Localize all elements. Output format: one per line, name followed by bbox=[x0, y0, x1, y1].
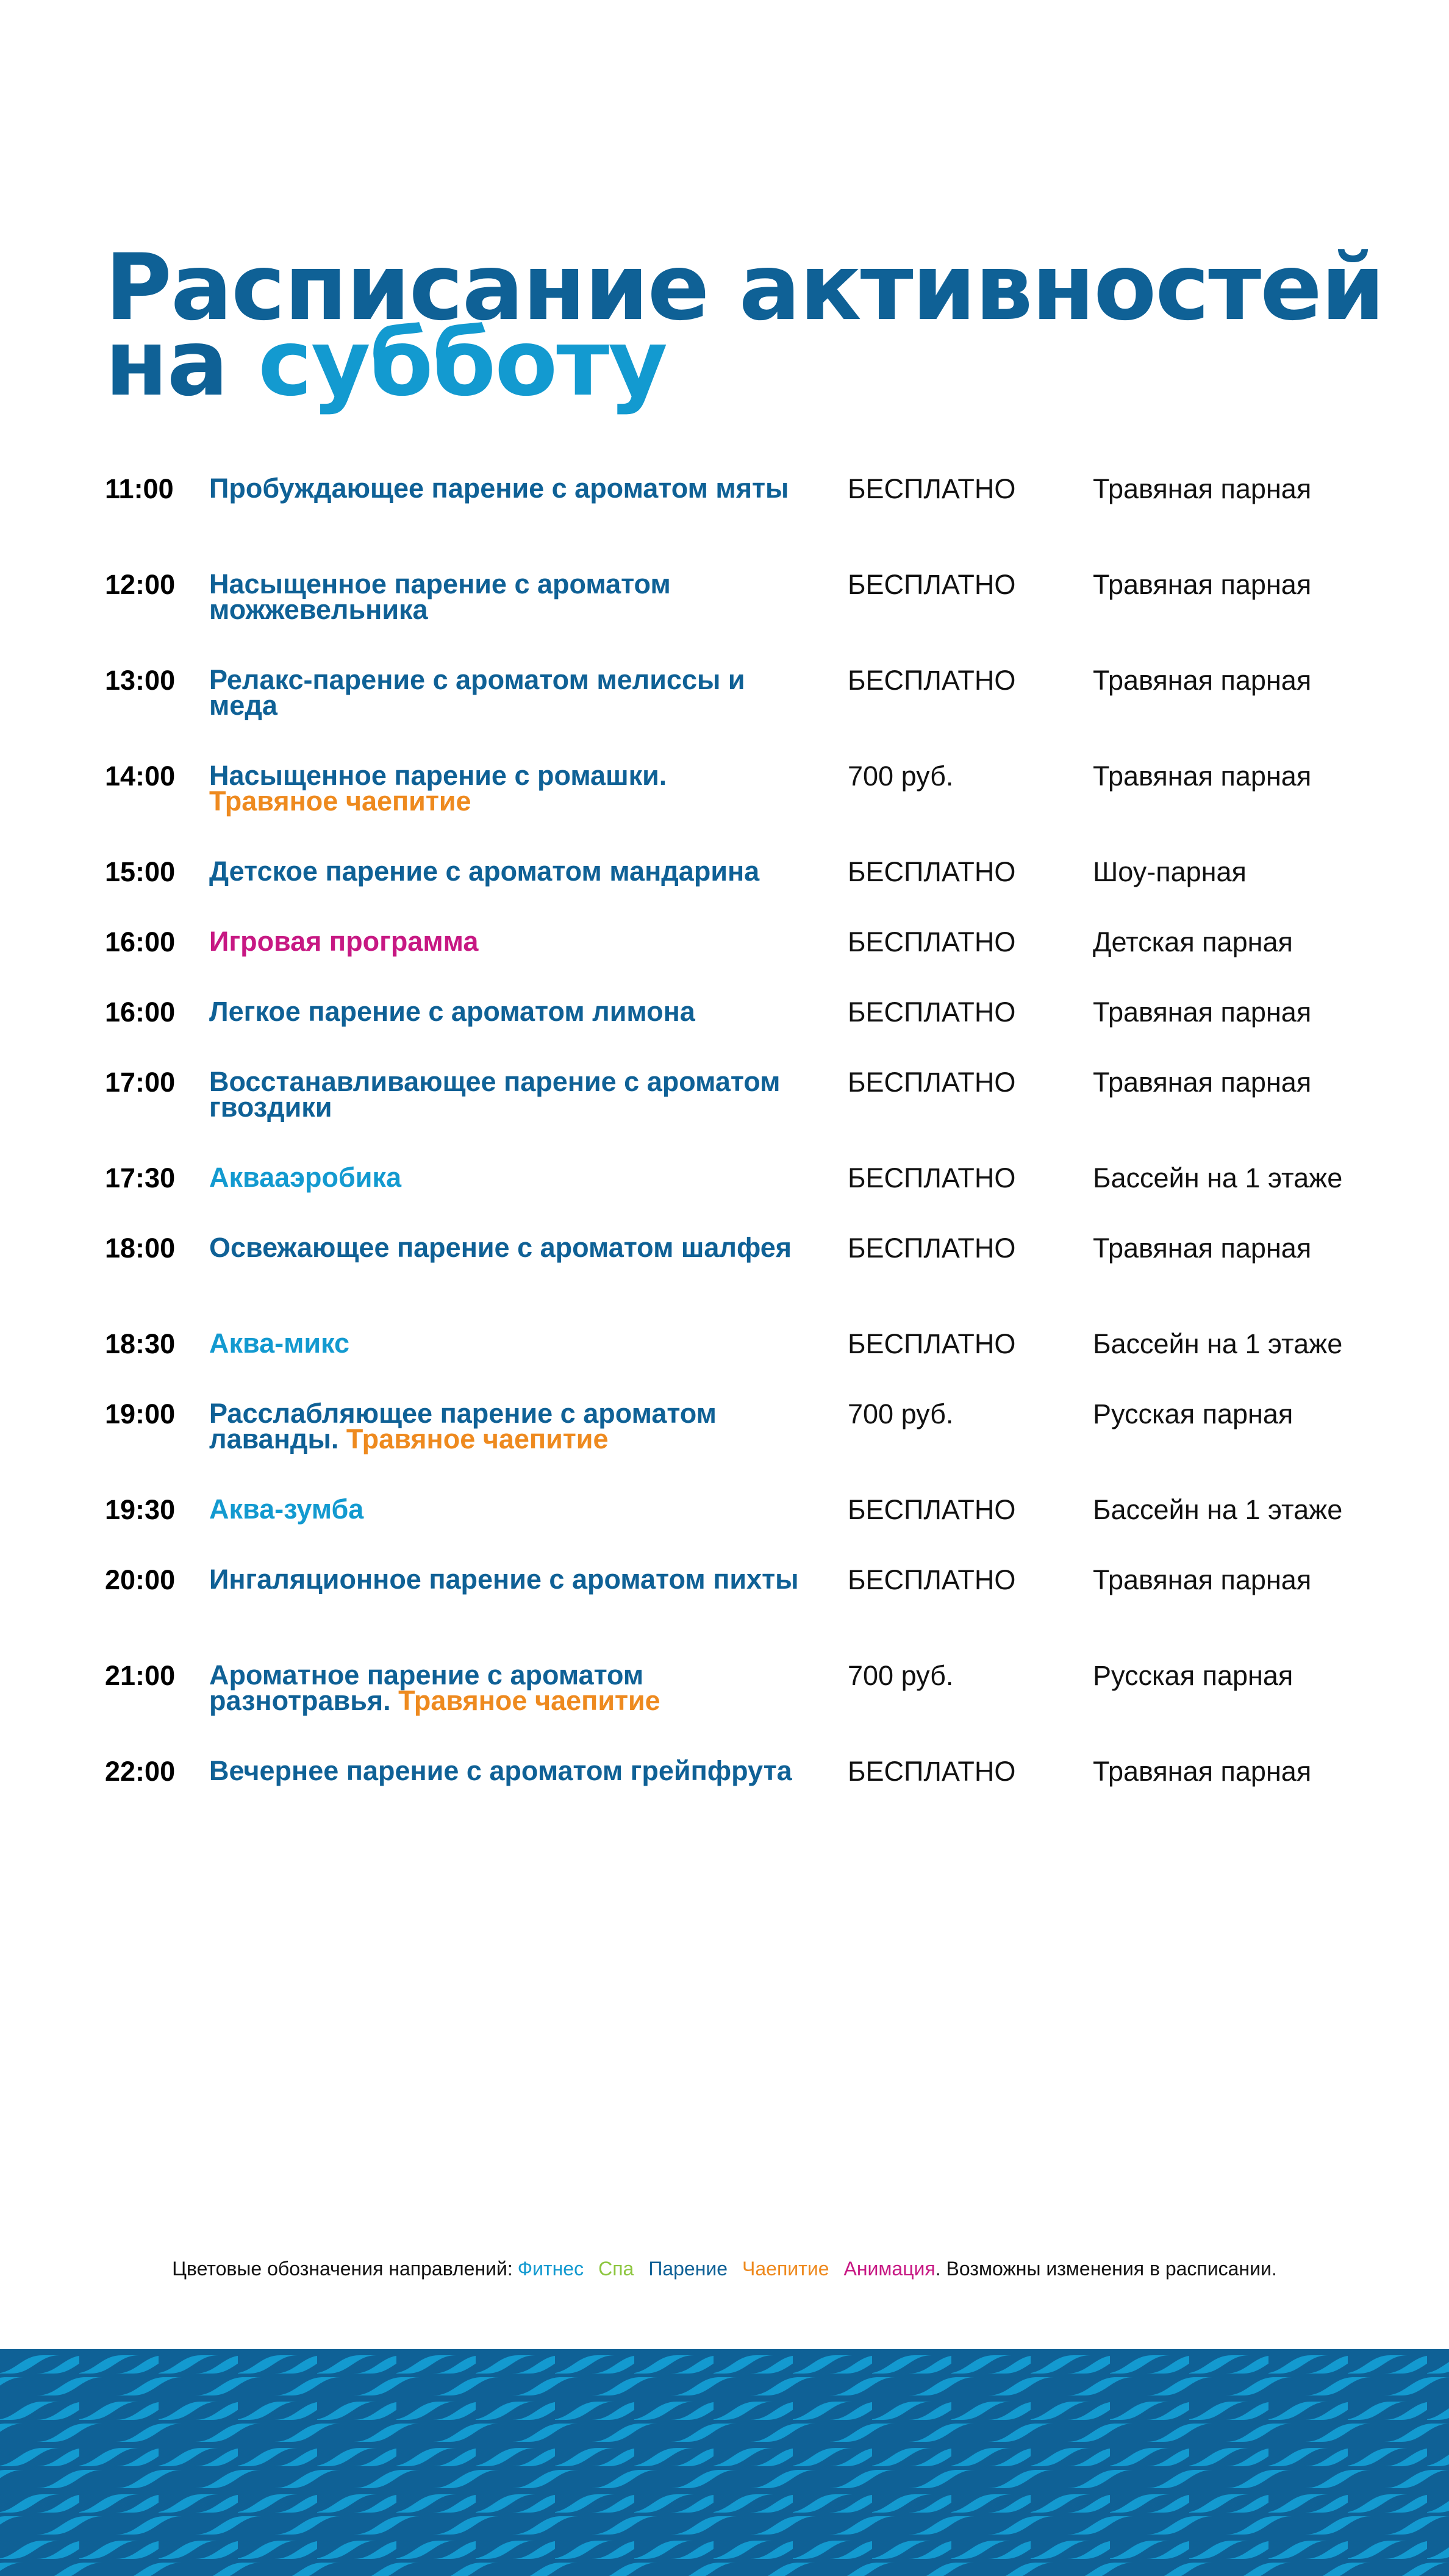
activity-time: 19:30 bbox=[105, 1494, 176, 1525]
activity-time: 13:00 bbox=[105, 665, 176, 696]
activity-title bbox=[209, 996, 819, 1027]
activity-name: Восстанавливающее парение с ароматом гвоздики bbox=[209, 1066, 781, 1123]
activity-name: Освежающее парение с ароматом шалфея bbox=[209, 1232, 792, 1263]
activity-name: Детское парение с ароматом мандарина bbox=[209, 856, 760, 887]
activity-time: 15:00 bbox=[105, 856, 176, 887]
activity-location: Бассейн на 1 этаже bbox=[1093, 1328, 1343, 1359]
activity-location: Травяная парная bbox=[1093, 473, 1312, 504]
activity-price: БЕСПЛАТНО bbox=[848, 1328, 1016, 1359]
activity-price: БЕСПЛАТНО bbox=[848, 1162, 1016, 1193]
activity-time: 21:00 bbox=[105, 1660, 176, 1691]
activity-name: Аквааэробика bbox=[209, 1162, 401, 1193]
activity-title bbox=[209, 1232, 819, 1263]
activity-time: 18:30 bbox=[105, 1328, 176, 1359]
activity-location: Бассейн на 1 этаже bbox=[1093, 1162, 1343, 1193]
activity-price: 700 руб. bbox=[848, 1660, 954, 1691]
activity-location: Травяная парная bbox=[1093, 569, 1312, 600]
legend-fitness: Фитнес bbox=[517, 2258, 584, 2280]
activity-title bbox=[209, 1066, 819, 1123]
activity-name: Релакс-парение с ароматом мелиссы и меда bbox=[209, 664, 745, 721]
activity-price: БЕСПЛАТНО bbox=[848, 856, 1016, 887]
activity-time: 12:00 bbox=[105, 569, 176, 600]
legend-prefix: Цветовые обозначения направлений: bbox=[172, 2258, 513, 2280]
activity-time: 20:00 bbox=[105, 1564, 176, 1595]
title-line-1: Расписание активностей bbox=[105, 235, 1384, 341]
activity-price: 700 руб. bbox=[848, 760, 954, 792]
title-prefix: на bbox=[105, 310, 259, 417]
activity-title bbox=[209, 473, 819, 504]
activity-title bbox=[209, 1328, 819, 1359]
activity-price: БЕСПЛАТНО bbox=[848, 1233, 1016, 1264]
legend-tea: Чаепитие bbox=[742, 2258, 829, 2280]
activity-price: БЕСПЛАТНО bbox=[848, 1067, 1016, 1098]
activity-name: Пробуждающее парение с ароматом мяты bbox=[209, 473, 789, 504]
activity-name: Ароматное парение с ароматом разнотравья. bbox=[209, 1659, 644, 1716]
activity-time: 14:00 bbox=[105, 760, 176, 792]
activity-location: Травяная парная bbox=[1093, 760, 1312, 792]
activity-location: Травяная парная bbox=[1093, 1564, 1312, 1595]
activity-location: Травяная парная bbox=[1093, 665, 1312, 696]
activity-name: Насыщенное парение с ароматом можжевельника bbox=[209, 568, 671, 625]
legend-suffix: . Возможны изменения в расписании. bbox=[935, 2258, 1277, 2280]
activity-title bbox=[209, 926, 819, 957]
activity-name: Насыщенное парение с ромашки. bbox=[209, 760, 667, 791]
activity-location: Травяная парная bbox=[1093, 1756, 1312, 1787]
activity-title bbox=[209, 568, 819, 625]
activity-name: Ингаляционное парение с ароматом пихты bbox=[209, 1564, 799, 1595]
legend-animation: Анимация bbox=[843, 2258, 936, 2280]
activity-title bbox=[209, 760, 819, 817]
activity-price: БЕСПЛАТНО bbox=[848, 996, 1016, 1028]
activity-name: Вечернее парение с ароматом грейпфрута bbox=[209, 1755, 792, 1786]
activity-title bbox=[209, 1162, 819, 1193]
activity-time: 11:00 bbox=[105, 473, 174, 504]
activity-title bbox=[209, 664, 819, 721]
activity-name: Аква-микс bbox=[209, 1328, 350, 1359]
activity-location: Русская парная bbox=[1093, 1398, 1293, 1429]
legend-spa: Спа bbox=[598, 2258, 634, 2280]
activity-price: БЕСПЛАТНО bbox=[848, 1564, 1016, 1595]
activity-time: 19:00 bbox=[105, 1398, 176, 1429]
activity-tea-note: Травяное чаепитие bbox=[209, 785, 471, 817]
title-accent: субботу bbox=[258, 310, 667, 417]
activity-price: 700 руб. bbox=[848, 1398, 954, 1429]
activity-price: БЕСПЛАТНО bbox=[848, 473, 1016, 504]
activity-title bbox=[209, 856, 819, 887]
activity-tea-note: Травяное чаепитие bbox=[346, 1423, 609, 1454]
activity-price: БЕСПЛАТНО bbox=[848, 569, 1016, 600]
activity-time: 22:00 bbox=[105, 1756, 176, 1787]
activity-location: Русская парная bbox=[1093, 1660, 1293, 1691]
legend-steam: Парение bbox=[648, 2258, 728, 2280]
color-legend bbox=[0, 2258, 1449, 2280]
activity-title bbox=[209, 1755, 819, 1786]
activity-price: БЕСПЛАТНО bbox=[848, 1756, 1016, 1787]
activity-location: Травяная парная bbox=[1093, 1233, 1312, 1264]
activity-name: Легкое парение с ароматом лимона bbox=[209, 996, 695, 1027]
activity-price: БЕСПЛАТНО bbox=[848, 926, 1016, 957]
activity-title bbox=[209, 1494, 819, 1525]
activity-tea-note: Травяное чаепитие bbox=[398, 1685, 660, 1716]
wave-pattern-footer bbox=[0, 2349, 1449, 2576]
activity-location: Шоу-парная bbox=[1093, 856, 1247, 887]
activity-price: БЕСПЛАТНО bbox=[848, 1494, 1016, 1525]
activity-time: 16:00 bbox=[105, 926, 176, 957]
activity-time: 16:00 bbox=[105, 996, 176, 1028]
activity-name: Игровая программа bbox=[209, 926, 479, 957]
activity-location: Травяная парная bbox=[1093, 996, 1312, 1028]
activity-time: 18:00 bbox=[105, 1233, 176, 1264]
activity-name: Аква-зумба bbox=[209, 1494, 364, 1525]
activity-time: 17:00 bbox=[105, 1067, 176, 1098]
activity-location: Детская парная bbox=[1093, 926, 1293, 957]
activity-location: Травяная парная bbox=[1093, 1067, 1312, 1098]
activity-location: Бассейн на 1 этаже bbox=[1093, 1494, 1343, 1525]
activity-price: БЕСПЛАТНО bbox=[848, 665, 1016, 696]
activity-time: 17:30 bbox=[105, 1162, 176, 1193]
activity-name: Расслабляющее парение с ароматом лаванды. bbox=[209, 1398, 717, 1454]
activity-title bbox=[209, 1564, 819, 1595]
activity-title bbox=[209, 1659, 819, 1716]
activity-title bbox=[209, 1398, 819, 1454]
